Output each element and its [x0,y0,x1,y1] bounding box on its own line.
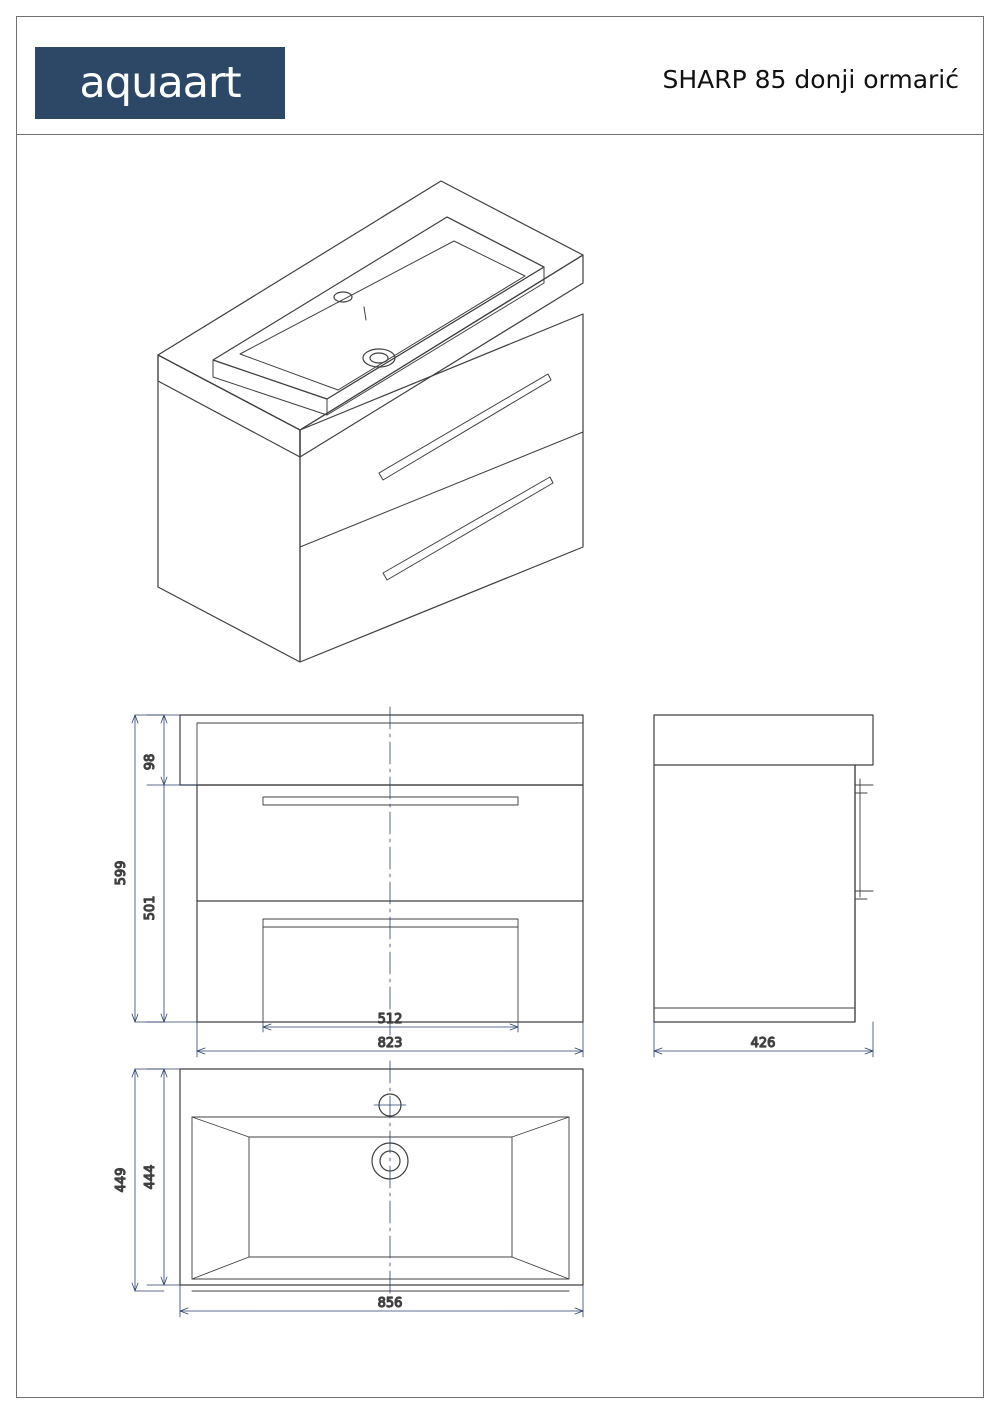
front-elevation [180,707,583,1035]
dim-599: 599 [114,860,129,886]
drawing-sheet [16,16,984,1398]
page-title: SHARP 85 donji ormarić [662,65,959,94]
isometric-view [158,181,583,662]
dim-444: 444 [143,1164,158,1190]
front-dimensions [132,715,583,1057]
brand-logo-text: aquaart [79,58,241,108]
dim-856: 856 [377,1296,403,1311]
dim-501: 501 [143,895,158,921]
dim-426: 426 [750,1036,776,1051]
top-view [180,1061,583,1307]
side-elevation [654,715,873,1022]
dim-823: 823 [377,1036,403,1051]
technical-drawing [17,17,985,1399]
dim-449: 449 [114,1167,129,1193]
dim-512: 512 [377,1012,403,1027]
dim-98: 98 [143,753,158,771]
top-dimensions [132,1069,583,1317]
